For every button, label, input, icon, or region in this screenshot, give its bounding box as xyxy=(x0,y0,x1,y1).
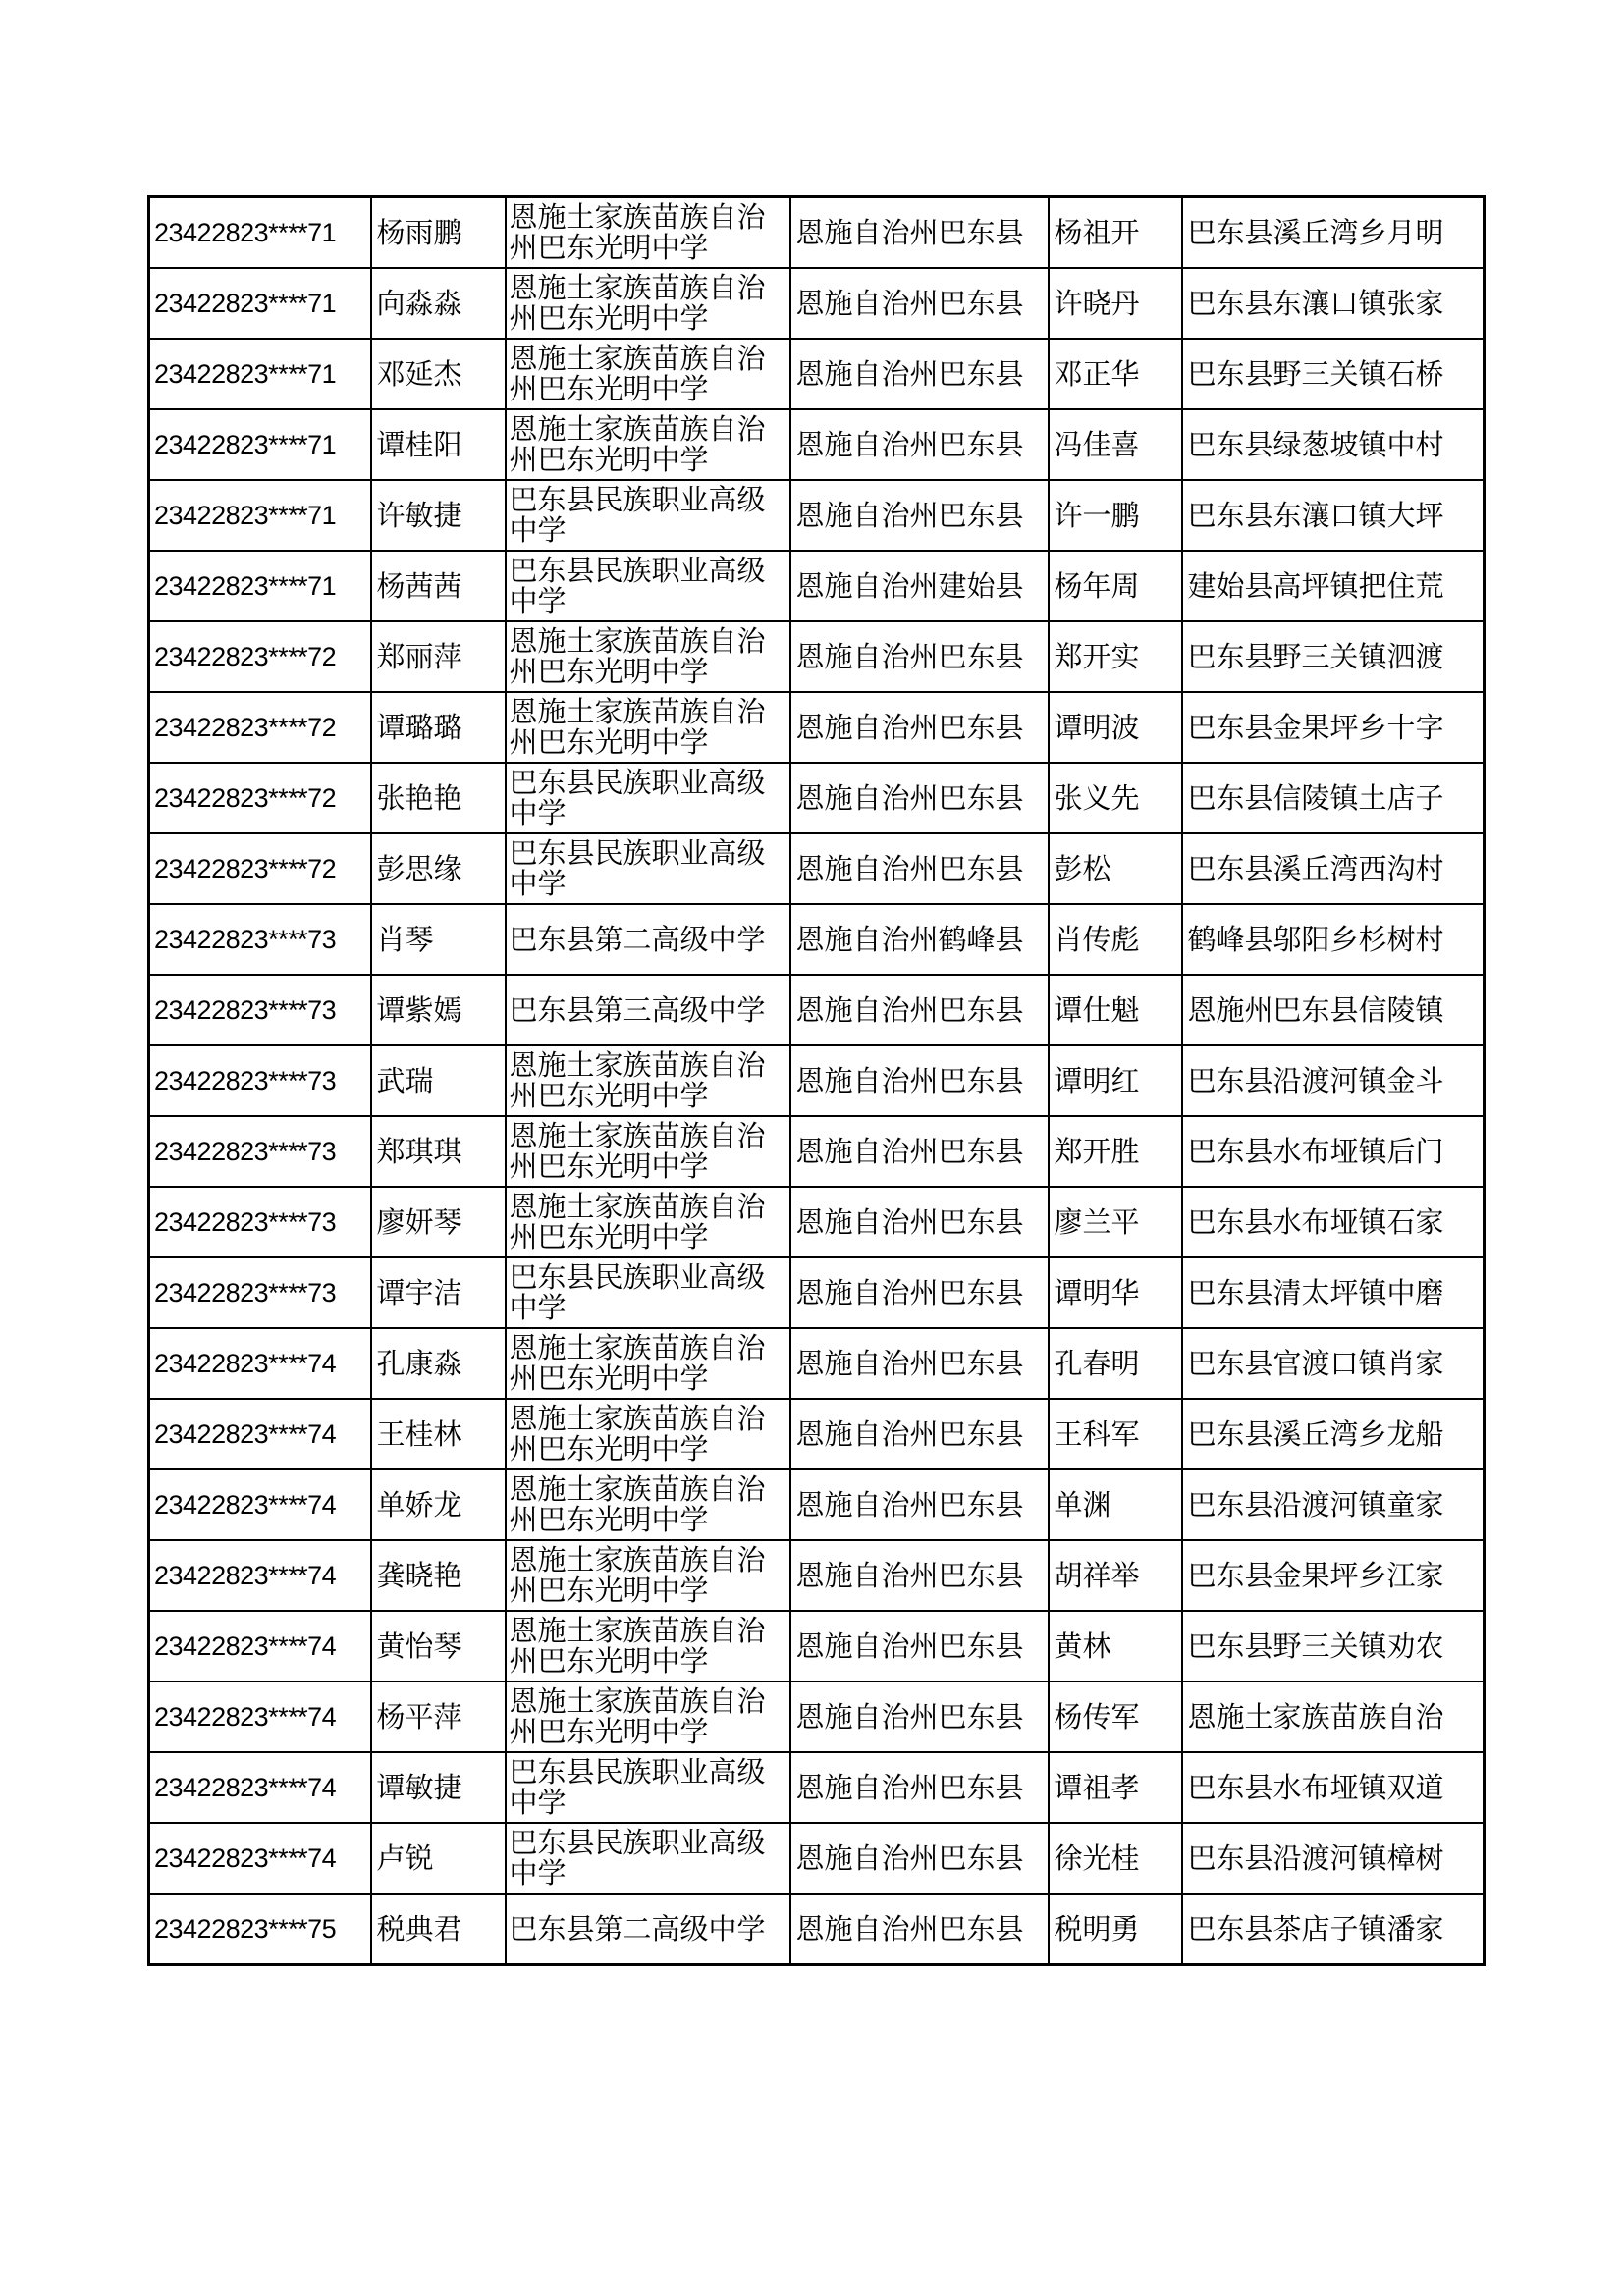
school-cell: 恩施土家族苗族自治州巴东光明中学 xyxy=(506,1469,790,1540)
region-cell: 恩施自治州巴东县 xyxy=(790,268,1049,339)
address-cell: 巴东县沿渡河镇金斗 xyxy=(1182,1045,1485,1116)
address-cell: 巴东县水布垭镇石家 xyxy=(1182,1187,1485,1257)
guardian-name-cell: 许晓丹 xyxy=(1049,268,1182,339)
guardian-name-cell: 彭松 xyxy=(1049,833,1182,904)
student-id-cell: 23422823****71 xyxy=(149,197,371,269)
region-cell: 恩施自治州巴东县 xyxy=(790,1752,1049,1823)
school-cell: 巴东县第三高级中学 xyxy=(506,975,790,1045)
table-row xyxy=(149,1682,1485,1752)
student-name-cell: 孔康淼 xyxy=(371,1328,506,1399)
student-id-cell: 23422823****73 xyxy=(149,904,371,975)
guardian-name-cell: 税明勇 xyxy=(1049,1894,1182,1965)
table-row xyxy=(149,1540,1485,1611)
student-id-cell: 23422823****74 xyxy=(149,1752,371,1823)
address-cell: 建始县高坪镇把住荒 xyxy=(1182,551,1485,621)
table-row xyxy=(149,268,1485,339)
region-cell: 恩施自治州巴东县 xyxy=(790,1469,1049,1540)
student-name-cell: 肖琴 xyxy=(371,904,506,975)
table-row xyxy=(149,1469,1485,1540)
school-cell: 恩施土家族苗族自治州巴东光明中学 xyxy=(506,1399,790,1469)
region-cell: 恩施自治州巴东县 xyxy=(790,1116,1049,1187)
student-id-cell: 23422823****74 xyxy=(149,1540,371,1611)
school-cell: 恩施土家族苗族自治州巴东光明中学 xyxy=(506,409,790,480)
table-row xyxy=(149,975,1485,1045)
student-name-cell: 许敏捷 xyxy=(371,480,506,551)
school-cell: 巴东县第二高级中学 xyxy=(506,904,790,975)
student-name-cell: 谭璐璐 xyxy=(371,692,506,763)
student-id-cell: 23422823****71 xyxy=(149,268,371,339)
guardian-name-cell: 廖兰平 xyxy=(1049,1187,1182,1257)
school-cell: 恩施土家族苗族自治州巴东光明中学 xyxy=(506,1116,790,1187)
address-cell: 巴东县野三关镇泗渡 xyxy=(1182,621,1485,692)
table-row xyxy=(149,551,1485,621)
table-row xyxy=(149,1611,1485,1682)
school-cell: 恩施土家族苗族自治州巴东光明中学 xyxy=(506,339,790,409)
school-cell: 恩施土家族苗族自治州巴东光明中学 xyxy=(506,1045,790,1116)
address-cell: 巴东县水布垭镇后门 xyxy=(1182,1116,1485,1187)
table-row xyxy=(149,904,1485,975)
school-cell: 恩施土家族苗族自治州巴东光明中学 xyxy=(506,268,790,339)
table-body xyxy=(149,197,1485,1965)
guardian-name-cell: 郑开胜 xyxy=(1049,1116,1182,1187)
student-name-cell: 杨雨鹏 xyxy=(371,197,506,269)
table-row xyxy=(149,763,1485,833)
address-cell: 鹤峰县邬阳乡杉树村 xyxy=(1182,904,1485,975)
student-id-cell: 23422823****73 xyxy=(149,1116,371,1187)
student-id-cell: 23422823****72 xyxy=(149,763,371,833)
address-cell: 巴东县官渡口镇肖家 xyxy=(1182,1328,1485,1399)
student-table xyxy=(147,195,1486,1966)
student-name-cell: 卢锐 xyxy=(371,1823,506,1894)
student-name-cell: 谭宇洁 xyxy=(371,1257,506,1328)
table-row xyxy=(149,1257,1485,1328)
region-cell: 恩施自治州巴东县 xyxy=(790,339,1049,409)
student-name-cell: 杨茜茜 xyxy=(371,551,506,621)
guardian-name-cell: 徐光桂 xyxy=(1049,1823,1182,1894)
student-id-cell: 23422823****71 xyxy=(149,551,371,621)
guardian-name-cell: 谭明波 xyxy=(1049,692,1182,763)
guardian-name-cell: 单渊 xyxy=(1049,1469,1182,1540)
student-name-cell: 谭敏捷 xyxy=(371,1752,506,1823)
address-cell: 恩施州巴东县信陵镇 xyxy=(1182,975,1485,1045)
student-name-cell: 郑琪琪 xyxy=(371,1116,506,1187)
table-row xyxy=(149,1894,1485,1965)
address-cell: 巴东县野三关镇石桥 xyxy=(1182,339,1485,409)
address-cell: 巴东县金果坪乡十字 xyxy=(1182,692,1485,763)
region-cell: 恩施自治州巴东县 xyxy=(790,409,1049,480)
address-cell: 巴东县沿渡河镇樟树 xyxy=(1182,1823,1485,1894)
region-cell: 恩施自治州巴东县 xyxy=(790,1823,1049,1894)
address-cell: 巴东县东瀼口镇张家 xyxy=(1182,268,1485,339)
guardian-name-cell: 杨祖开 xyxy=(1049,197,1182,269)
school-cell: 巴东县民族职业高级中学 xyxy=(506,1823,790,1894)
school-cell: 巴东县民族职业高级中学 xyxy=(506,763,790,833)
region-cell: 恩施自治州巴东县 xyxy=(790,1257,1049,1328)
student-id-cell: 23422823****72 xyxy=(149,833,371,904)
region-cell: 恩施自治州巴东县 xyxy=(790,763,1049,833)
guardian-name-cell: 王科军 xyxy=(1049,1399,1182,1469)
region-cell: 恩施自治州巴东县 xyxy=(790,1611,1049,1682)
student-name-cell: 王桂林 xyxy=(371,1399,506,1469)
table-row xyxy=(149,1187,1485,1257)
school-cell: 巴东县民族职业高级中学 xyxy=(506,1257,790,1328)
school-cell: 恩施土家族苗族自治州巴东光明中学 xyxy=(506,1540,790,1611)
guardian-name-cell: 冯佳喜 xyxy=(1049,409,1182,480)
address-cell: 恩施土家族苗族自治 xyxy=(1182,1682,1485,1752)
student-name-cell: 谭紫嫣 xyxy=(371,975,506,1045)
table-row xyxy=(149,1045,1485,1116)
student-id-cell: 23422823****74 xyxy=(149,1682,371,1752)
student-id-cell: 23422823****71 xyxy=(149,339,371,409)
address-cell: 巴东县野三关镇劝农 xyxy=(1182,1611,1485,1682)
student-name-cell: 邓延杰 xyxy=(371,339,506,409)
table-row xyxy=(149,480,1485,551)
region-cell: 恩施自治州巴东县 xyxy=(790,480,1049,551)
table-row xyxy=(149,1116,1485,1187)
address-cell: 巴东县金果坪乡江家 xyxy=(1182,1540,1485,1611)
student-id-cell: 23422823****71 xyxy=(149,409,371,480)
student-id-cell: 23422823****72 xyxy=(149,621,371,692)
student-id-cell: 23422823****72 xyxy=(149,692,371,763)
student-id-cell: 23422823****73 xyxy=(149,1257,371,1328)
region-cell: 恩施自治州巴东县 xyxy=(790,692,1049,763)
guardian-name-cell: 杨年周 xyxy=(1049,551,1182,621)
table-row xyxy=(149,197,1485,269)
table-row xyxy=(149,339,1485,409)
region-cell: 恩施自治州巴东县 xyxy=(790,833,1049,904)
guardian-name-cell: 谭祖孝 xyxy=(1049,1752,1182,1823)
region-cell: 恩施自治州巴东县 xyxy=(790,1399,1049,1469)
table-row xyxy=(149,1328,1485,1399)
student-id-cell: 23422823****73 xyxy=(149,1187,371,1257)
region-cell: 恩施自治州巴东县 xyxy=(790,1540,1049,1611)
guardian-name-cell: 孔春明 xyxy=(1049,1328,1182,1399)
student-name-cell: 向淼淼 xyxy=(371,268,506,339)
school-cell: 恩施土家族苗族自治州巴东光明中学 xyxy=(506,1328,790,1399)
student-name-cell: 单娇龙 xyxy=(371,1469,506,1540)
region-cell: 恩施自治州鹤峰县 xyxy=(790,904,1049,975)
student-id-cell: 23422823****74 xyxy=(149,1328,371,1399)
address-cell: 巴东县绿葱坡镇中村 xyxy=(1182,409,1485,480)
student-id-cell: 23422823****73 xyxy=(149,1045,371,1116)
table-row xyxy=(149,621,1485,692)
student-name-cell: 谭桂阳 xyxy=(371,409,506,480)
school-cell: 巴东县民族职业高级中学 xyxy=(506,833,790,904)
student-name-cell: 龚晓艳 xyxy=(371,1540,506,1611)
guardian-name-cell: 胡祥举 xyxy=(1049,1540,1182,1611)
guardian-name-cell: 杨传军 xyxy=(1049,1682,1182,1752)
guardian-name-cell: 黄林 xyxy=(1049,1611,1182,1682)
table-row xyxy=(149,1399,1485,1469)
student-id-cell: 23422823****74 xyxy=(149,1469,371,1540)
region-cell: 恩施自治州巴东县 xyxy=(790,1682,1049,1752)
region-cell: 恩施自治州巴东县 xyxy=(790,1045,1049,1116)
table-row xyxy=(149,409,1485,480)
table-row xyxy=(149,1752,1485,1823)
school-cell: 巴东县民族职业高级中学 xyxy=(506,1752,790,1823)
address-cell: 巴东县清太坪镇中磨 xyxy=(1182,1257,1485,1328)
school-cell: 恩施土家族苗族自治州巴东光明中学 xyxy=(506,1187,790,1257)
guardian-name-cell: 谭明红 xyxy=(1049,1045,1182,1116)
student-id-cell: 23422823****74 xyxy=(149,1823,371,1894)
school-cell: 恩施土家族苗族自治州巴东光明中学 xyxy=(506,692,790,763)
student-name-cell: 武瑞 xyxy=(371,1045,506,1116)
student-id-cell: 23422823****73 xyxy=(149,975,371,1045)
school-cell: 恩施土家族苗族自治州巴东光明中学 xyxy=(506,1682,790,1752)
address-cell: 巴东县溪丘湾乡龙船 xyxy=(1182,1399,1485,1469)
guardian-name-cell: 肖传彪 xyxy=(1049,904,1182,975)
region-cell: 恩施自治州巴东县 xyxy=(790,621,1049,692)
student-name-cell: 杨平萍 xyxy=(371,1682,506,1752)
table-row xyxy=(149,833,1485,904)
address-cell: 巴东县溪丘湾乡月明 xyxy=(1182,197,1485,269)
school-cell: 巴东县民族职业高级中学 xyxy=(506,551,790,621)
address-cell: 巴东县东瀼口镇大坪 xyxy=(1182,480,1485,551)
region-cell: 恩施自治州巴东县 xyxy=(790,1187,1049,1257)
student-name-cell: 彭思缘 xyxy=(371,833,506,904)
region-cell: 恩施自治州巴东县 xyxy=(790,975,1049,1045)
guardian-name-cell: 谭明华 xyxy=(1049,1257,1182,1328)
school-cell: 恩施土家族苗族自治州巴东光明中学 xyxy=(506,621,790,692)
guardian-name-cell: 郑开实 xyxy=(1049,621,1182,692)
region-cell: 恩施自治州巴东县 xyxy=(790,1894,1049,1965)
guardian-name-cell: 谭仕魁 xyxy=(1049,975,1182,1045)
student-name-cell: 黄怡琴 xyxy=(371,1611,506,1682)
student-name-cell: 张艳艳 xyxy=(371,763,506,833)
student-name-cell: 税典君 xyxy=(371,1894,506,1965)
guardian-name-cell: 许一鹏 xyxy=(1049,480,1182,551)
school-cell: 巴东县民族职业高级中学 xyxy=(506,480,790,551)
student-id-cell: 23422823****74 xyxy=(149,1611,371,1682)
address-cell: 巴东县信陵镇土店子 xyxy=(1182,763,1485,833)
guardian-name-cell: 张义先 xyxy=(1049,763,1182,833)
address-cell: 巴东县茶店子镇潘家 xyxy=(1182,1894,1485,1965)
student-name-cell: 廖妍琴 xyxy=(371,1187,506,1257)
table-row xyxy=(149,1823,1485,1894)
region-cell: 恩施自治州建始县 xyxy=(790,551,1049,621)
guardian-name-cell: 邓正华 xyxy=(1049,339,1182,409)
student-id-cell: 23422823****74 xyxy=(149,1399,371,1469)
student-id-cell: 23422823****75 xyxy=(149,1894,371,1965)
table-row xyxy=(149,692,1485,763)
address-cell: 巴东县溪丘湾西沟村 xyxy=(1182,833,1485,904)
region-cell: 恩施自治州巴东县 xyxy=(790,197,1049,269)
address-cell: 巴东县沿渡河镇童家 xyxy=(1182,1469,1485,1540)
region-cell: 恩施自治州巴东县 xyxy=(790,1328,1049,1399)
student-name-cell: 郑丽萍 xyxy=(371,621,506,692)
school-cell: 恩施土家族苗族自治州巴东光明中学 xyxy=(506,197,790,269)
address-cell: 巴东县水布垭镇双道 xyxy=(1182,1752,1485,1823)
student-id-cell: 23422823****71 xyxy=(149,480,371,551)
school-cell: 恩施土家族苗族自治州巴东光明中学 xyxy=(506,1611,790,1682)
school-cell: 巴东县第二高级中学 xyxy=(506,1894,790,1965)
